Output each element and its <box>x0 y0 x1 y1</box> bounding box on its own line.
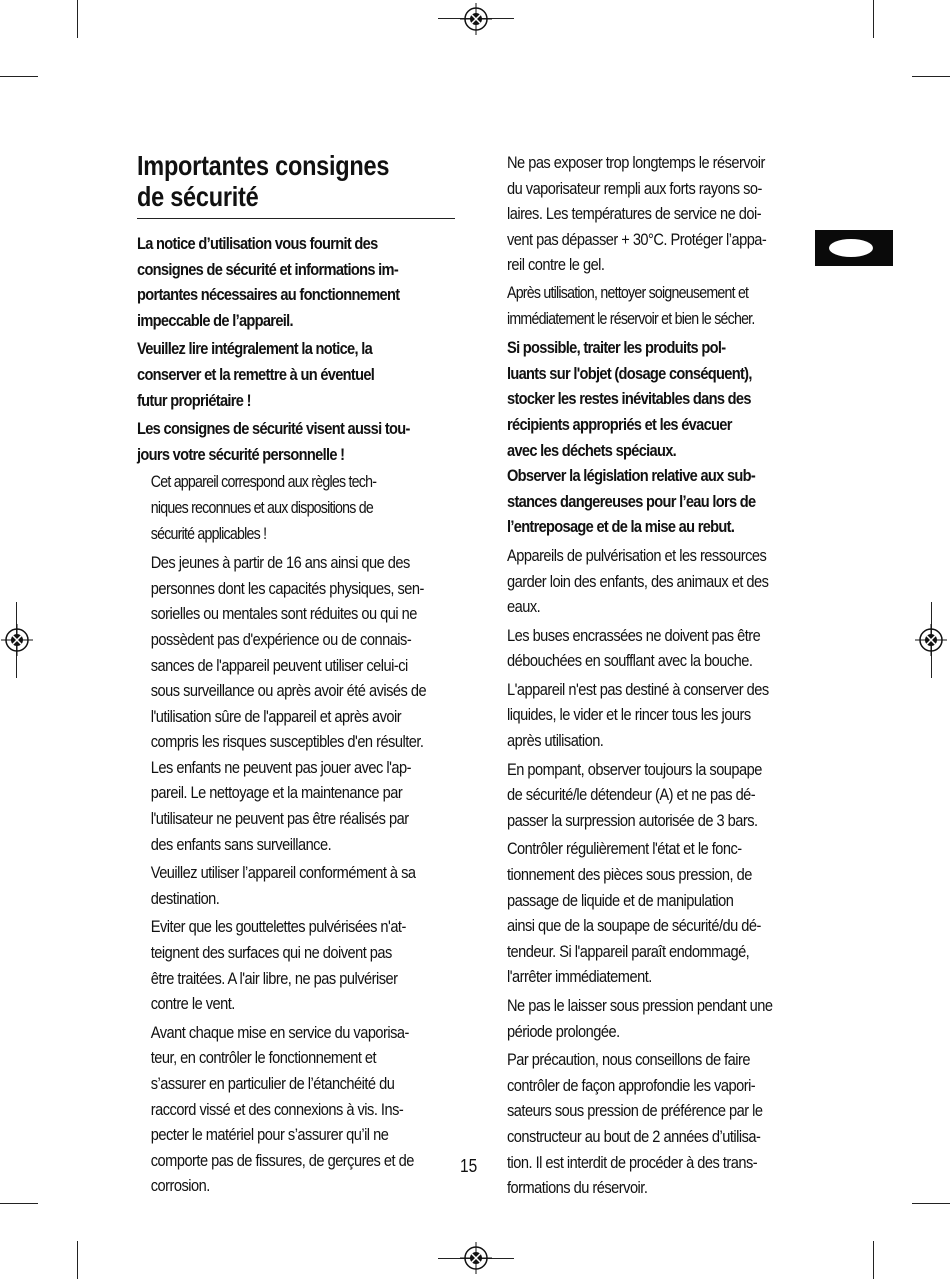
paragraph <box>137 416 454 467</box>
text-line: futur propriétaire ! <box>137 390 251 410</box>
paragraph <box>507 993 808 1044</box>
language-oval-icon <box>829 239 873 257</box>
text-line: constructeur au bout de 2 années d’utilisa- <box>507 1126 761 1146</box>
text-line: de sécurité/le détendeur (A) et ne pas dé- <box>507 785 756 805</box>
paragraph <box>507 1047 808 1201</box>
paragraph <box>507 677 808 754</box>
paragraph <box>507 543 808 620</box>
trim-mark <box>873 1241 874 1279</box>
text-line: des enfants sans surveillance. <box>150 834 332 854</box>
text-line: Observer la législation relative aux sub- <box>507 466 756 486</box>
text-line: jours votre sécurité personnelle ! <box>137 444 345 464</box>
text-line: luants sur l'objet (dosage conséquent), <box>507 363 752 383</box>
text-line: Les buses encrassées ne doivent pas être <box>507 625 761 645</box>
text-line: Eviter que les gouttelettes pulvérisées n'at- <box>150 917 406 937</box>
text-line: liquides, le vider et le rincer tous les jours <box>507 705 751 725</box>
trim-mark <box>873 0 874 38</box>
page-title: Importantes consignes de sécurité <box>137 150 390 212</box>
text-line: compris les risques susceptibles d'en résulter. <box>150 732 424 752</box>
text-line: stances dangereuses pour l’eau lors de <box>507 491 756 511</box>
paragraph <box>507 836 808 990</box>
registration-mark-icon <box>459 1241 493 1275</box>
left-body <box>137 231 455 1202</box>
text-line: débouchées en soufflant avec la bouche. <box>507 651 753 671</box>
text-line: Avant chaque mise en service du vaporisa- <box>150 1022 409 1042</box>
trim-mark <box>0 1203 38 1204</box>
text-line: l’entreposage et de la mise au rebut. <box>507 517 735 537</box>
text-line: Cet appareil correspond aux règles tech- <box>150 473 377 492</box>
text-line: raccord vissé et des connexions à vis. Ins- <box>150 1099 404 1119</box>
text-line: être traitées. A l'air libre, ne pas pulvériser <box>150 968 398 988</box>
text-line: impeccable de l’appareil. <box>137 310 293 330</box>
text-line: Les enfants ne peuvent pas jouer avec l'ap- <box>150 757 411 777</box>
text-line: Contrôler régulièrement l'état et le fonc- <box>507 839 742 859</box>
text-line: stocker les restes inévitables dans des <box>507 389 751 409</box>
paragraph <box>137 1020 468 1199</box>
registration-mark-icon <box>0 623 34 657</box>
paragraph <box>507 281 808 332</box>
text-line: du vaporisateur rempli aux forts rayons so- <box>507 178 762 198</box>
text-line: Appareils de pulvérisation et les ressources <box>507 545 767 565</box>
text-line: garder loin des enfants, des animaux et des <box>507 571 769 591</box>
registration-mark-icon <box>914 623 948 657</box>
paragraph <box>137 470 468 547</box>
text-line: contrôler de façon approfondie les vapori- <box>507 1075 756 1095</box>
text-line: formations du réservoir. <box>507 1178 648 1198</box>
text-line: personnes dont les capacités physiques, sen- <box>150 578 424 598</box>
text-line: période prolongée. <box>507 1021 620 1041</box>
text-line: tendeur. Si l'appareil paraît endommagé, <box>507 941 750 961</box>
text-line: Ne pas exposer trop longtemps le réservoir <box>507 153 765 172</box>
text-line: passer la surpression autorisée de 3 bars. <box>507 810 758 830</box>
text-line: Ne pas le laisser sous pression pendant une <box>507 996 773 1015</box>
text-line: pecter le matériel pour s’assurer qu’il ne <box>150 1125 389 1145</box>
paragraph-gap <box>137 1199 455 1202</box>
trim-mark <box>912 1203 950 1204</box>
text-line: reil contre le gel. <box>507 255 605 275</box>
text-line: immédiatement le réservoir et bien le sécher. <box>507 309 755 328</box>
text-line: destination. <box>150 888 220 908</box>
text-line: La notice d’utilisation vous fournit des <box>137 234 378 253</box>
text-line: Si possible, traiter les produits pol- <box>507 338 726 358</box>
text-line: En pompant, observer toujours la soupape <box>507 759 762 779</box>
text-line: sécurité applicables ! <box>150 524 267 543</box>
text-line: Les consignes de sécurité visent aussi tou- <box>137 419 410 439</box>
text-line: pareil. Le nettoyage et la maintenance par <box>150 783 403 803</box>
text-line: sorielles ou mentales sont réduites ou qui ne <box>150 604 417 624</box>
paragraph-gap <box>507 1201 809 1204</box>
paragraph <box>507 757 808 834</box>
text-line: niques reconnues et aux dispositions de <box>150 498 374 517</box>
text-line: tion. Il est interdit de procéder à des trans- <box>507 1152 758 1172</box>
title-rule <box>137 218 455 219</box>
text-line: corrosion. <box>150 1176 210 1196</box>
text-line: Des jeunes à partir de 16 ans ainsi que des <box>150 553 410 573</box>
trim-mark <box>77 0 78 38</box>
paragraph <box>137 336 454 413</box>
text-line: sateurs sous pression de préférence par le <box>507 1101 763 1121</box>
text-line: avec les déchets spéciaux. <box>507 440 677 460</box>
text-line: contre le vent. <box>150 994 235 1014</box>
text-line: ainsi que de la soupape de sécurité/du dé- <box>507 916 761 936</box>
text-line: laires. Les températures de service ne doi- <box>507 204 762 224</box>
text-line: Par précaution, nous conseillons de faire <box>507 1050 750 1070</box>
text-line: après utilisation. <box>507 731 604 751</box>
text-line: portantes nécessaires au fonctionnement <box>137 285 400 305</box>
paragraph <box>137 860 468 911</box>
text-line: conserver et la remettre à un éventuel <box>137 364 375 384</box>
paragraph <box>137 550 468 857</box>
text-line: teur, en contrôler le fonctionnement et <box>150 1048 377 1068</box>
text-line: possèdent pas d'expérience ou de connais- <box>150 629 412 649</box>
left-column <box>137 150 455 1202</box>
text-line: passage de liquide et de manipulation <box>507 890 734 910</box>
text-line: récipients appropriés et les évacuer <box>507 414 732 434</box>
right-column <box>507 150 809 1204</box>
text-line: s’assurer en particulier de l’étanchéité du <box>150 1074 395 1093</box>
text-line: l'utilisateur ne peuvent pas être réalisés par <box>150 809 409 829</box>
trim-mark <box>77 1241 78 1279</box>
text-line: sous surveillance ou après avoir été avisés de <box>150 681 427 701</box>
registration-mark-icon <box>459 2 493 36</box>
text-line: L'appareil n'est pas destiné à conserver des <box>507 679 769 699</box>
trim-mark <box>912 76 950 77</box>
text-line: sances de l'appareil peuvent utiliser celui-ci <box>150 655 408 675</box>
text-line: consignes de sécurité et informations im- <box>137 259 399 279</box>
text-line: Après utilisation, nettoyer soigneusement et <box>507 283 749 302</box>
paragraph <box>507 623 808 674</box>
text-line: Veuillez utiliser l’appareil conformément à sa <box>150 863 416 883</box>
paragraph <box>137 231 454 333</box>
text-line: l'utilisation sûre de l'appareil et après avoir <box>150 706 402 726</box>
text-line: comporte pas de fissures, de gerçures et de <box>150 1150 414 1170</box>
text-line: tionnement des pièces sous pression, de <box>507 865 752 885</box>
text-line: l'arrêter immédiatement. <box>507 967 652 987</box>
paragraph <box>507 335 808 540</box>
text-line: eaux. <box>507 597 541 617</box>
text-line: vent pas dépasser + 30°C. Protéger l’appa- <box>507 229 767 249</box>
trim-mark <box>0 76 38 77</box>
page-number: 15 <box>460 1156 478 1176</box>
paragraph <box>507 150 808 278</box>
paragraph <box>137 914 468 1016</box>
right-body <box>507 150 809 1204</box>
text-line: teignent des surfaces qui ne doivent pas <box>150 943 392 963</box>
language-tab <box>815 230 893 266</box>
text-line: Veuillez lire intégralement la notice, la <box>137 339 373 359</box>
